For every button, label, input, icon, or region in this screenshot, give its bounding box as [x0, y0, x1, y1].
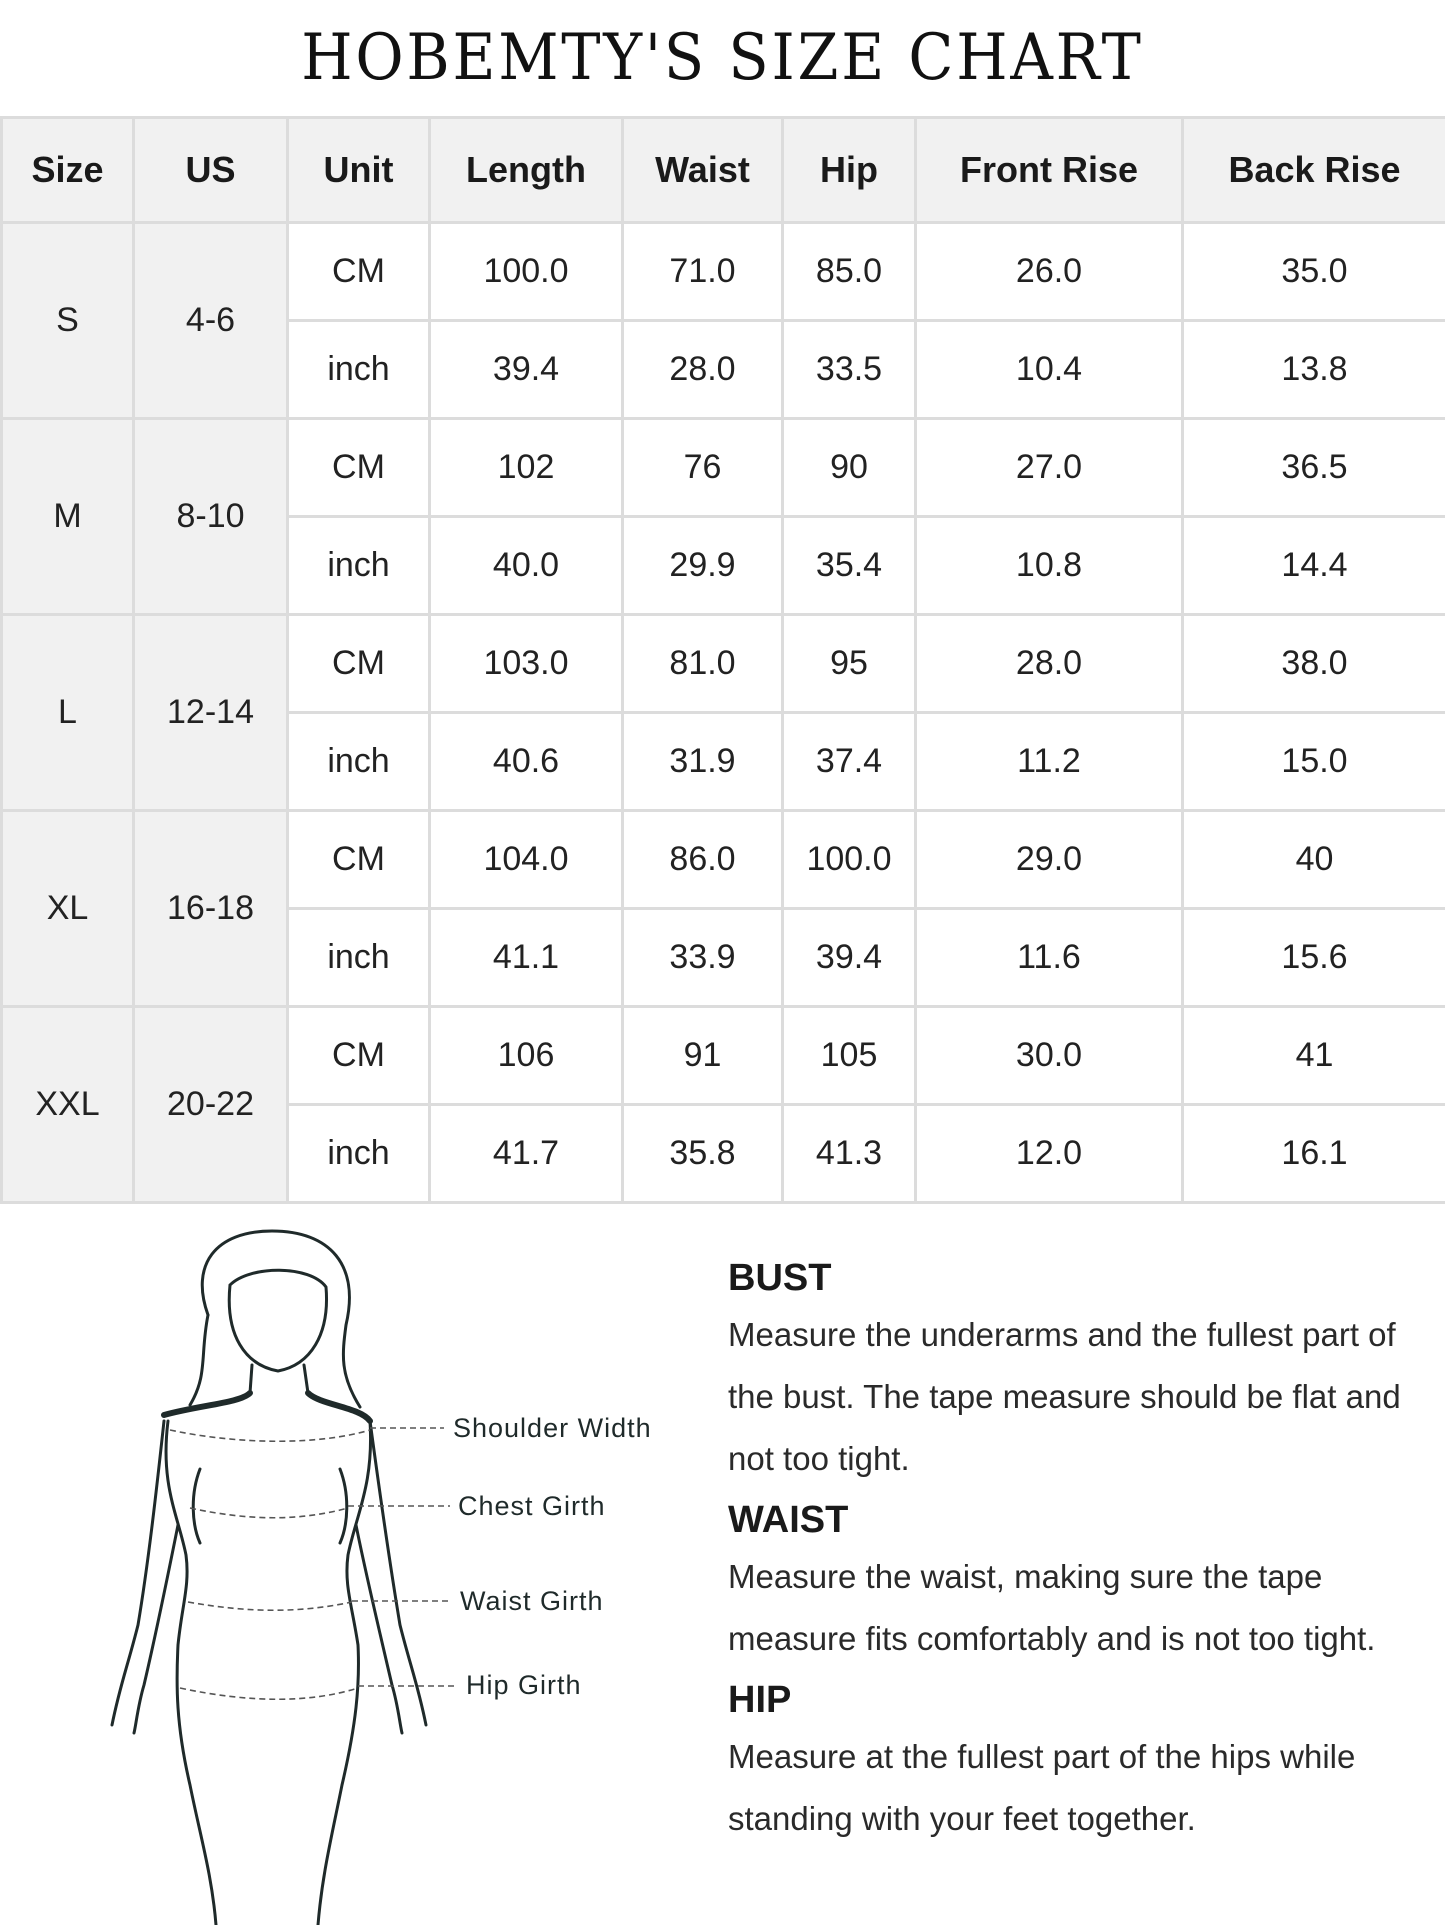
us-size-cell: 16-18	[134, 811, 288, 1007]
value-cell: 100.0	[430, 223, 623, 321]
value-cell: 14.4	[1183, 517, 1445, 615]
value-cell: 100.0	[783, 811, 916, 909]
body-measurement-figure	[40, 1225, 700, 1925]
bust-heading: BUST	[728, 1257, 832, 1299]
value-cell: 35.0	[1183, 223, 1445, 321]
arm-left-inner	[134, 1525, 178, 1733]
unit-cell: CM	[288, 615, 430, 713]
column-header: Hip	[783, 118, 916, 223]
column-header: Back Rise	[1183, 118, 1445, 223]
column-header: Length	[430, 118, 623, 223]
hair-left	[190, 1315, 208, 1405]
unit-cell: inch	[288, 321, 430, 419]
face-outline	[229, 1270, 326, 1371]
column-header: Waist	[623, 118, 783, 223]
value-cell: 41	[1183, 1007, 1445, 1105]
bust-text: Measure the underarms and the fullest part of the bust. The tape measure should be flat and not too tight.	[728, 1316, 1401, 1477]
shoulder-measure	[170, 1430, 370, 1441]
value-cell: 104.0	[430, 811, 623, 909]
value-cell: 13.8	[1183, 321, 1445, 419]
shoulder-width-label: Shoulder Width	[453, 1413, 652, 1443]
value-cell: 86.0	[623, 811, 783, 909]
size-cell: XL	[2, 811, 134, 1007]
column-header: Unit	[288, 118, 430, 223]
size-cell: L	[2, 615, 134, 811]
value-cell: 39.4	[430, 321, 623, 419]
waist-measure	[188, 1602, 352, 1610]
unit-cell: inch	[288, 517, 430, 615]
value-cell: 40.6	[430, 713, 623, 811]
value-cell: 27.0	[916, 419, 1183, 517]
value-cell: 91	[623, 1007, 783, 1105]
value-cell: 30.0	[916, 1007, 1183, 1105]
column-header: Front Rise	[916, 118, 1183, 223]
neck-left	[250, 1365, 252, 1393]
us-size-cell: 20-22	[134, 1007, 288, 1203]
bust-left	[193, 1469, 200, 1543]
value-cell: 40.0	[430, 517, 623, 615]
unit-cell: inch	[288, 713, 430, 811]
waist-heading: WAIST	[728, 1499, 849, 1541]
value-cell: 41.3	[783, 1105, 916, 1203]
hip-heading: HIP	[728, 1679, 792, 1721]
waist-text: Measure the waist, making sure the tape measure fits comfortably and is not too tight.	[728, 1558, 1376, 1657]
hip-measure	[180, 1688, 358, 1699]
size-cell: XXL	[2, 1007, 134, 1203]
value-cell: 33.9	[623, 909, 783, 1007]
value-cell: 11.6	[916, 909, 1183, 1007]
value-cell: 106	[430, 1007, 623, 1105]
torso-left	[166, 1421, 216, 1925]
value-cell: 105	[783, 1007, 916, 1105]
unit-cell: CM	[288, 223, 430, 321]
table-header-row	[2, 118, 1445, 223]
table-row	[2, 615, 1445, 713]
value-cell: 39.4	[783, 909, 916, 1007]
waist-girth-label: Waist Girth	[460, 1586, 604, 1616]
table-row	[2, 1007, 1445, 1105]
value-cell: 38.0	[1183, 615, 1445, 713]
value-cell: 85.0	[783, 223, 916, 321]
value-cell: 33.5	[783, 321, 916, 419]
value-cell: 16.1	[1183, 1105, 1445, 1203]
hip-girth-label: Hip Girth	[466, 1670, 582, 1700]
bust-right	[340, 1469, 347, 1543]
value-cell: 11.2	[916, 713, 1183, 811]
value-cell: 10.8	[916, 517, 1183, 615]
chest-girth-label: Chest Girth	[458, 1491, 606, 1521]
value-cell: 15.6	[1183, 909, 1445, 1007]
value-cell: 31.9	[623, 713, 783, 811]
size-cell: S	[2, 223, 134, 419]
value-cell: 40	[1183, 811, 1445, 909]
arm-right	[370, 1421, 426, 1725]
value-cell: 12.0	[916, 1105, 1183, 1203]
unit-cell: CM	[288, 1007, 430, 1105]
column-header: US	[134, 118, 288, 223]
measurement-notes	[728, 1252, 1438, 1854]
page-title: HOBEMTY'S SIZE CHART	[301, 21, 1144, 95]
value-cell: 10.4	[916, 321, 1183, 419]
neck-right	[304, 1365, 308, 1393]
arm-left	[112, 1421, 164, 1725]
size-chart-table	[0, 116, 1445, 1204]
value-cell: 29.9	[623, 517, 783, 615]
us-size-cell: 8-10	[134, 419, 288, 615]
table-row	[2, 419, 1445, 517]
value-cell: 41.1	[430, 909, 623, 1007]
value-cell: 36.5	[1183, 419, 1445, 517]
chest-measure	[190, 1508, 348, 1518]
column-header: Size	[2, 118, 134, 223]
hip-text: Measure at the fullest part of the hips while standing with your feet together.	[728, 1738, 1356, 1837]
value-cell: 35.4	[783, 517, 916, 615]
value-cell: 103.0	[430, 615, 623, 713]
us-size-cell: 4-6	[134, 223, 288, 419]
value-cell: 76	[623, 419, 783, 517]
unit-cell: CM	[288, 811, 430, 909]
us-size-cell: 12-14	[134, 615, 288, 811]
value-cell: 28.0	[916, 615, 1183, 713]
value-cell: 15.0	[1183, 713, 1445, 811]
value-cell: 41.7	[430, 1105, 623, 1203]
arm-right-inner	[356, 1525, 402, 1733]
unit-cell: inch	[288, 909, 430, 1007]
value-cell: 29.0	[916, 811, 1183, 909]
value-cell: 95	[783, 615, 916, 713]
unit-cell: CM	[288, 419, 430, 517]
torso-right	[318, 1421, 371, 1925]
table-row	[2, 811, 1445, 909]
value-cell: 71.0	[623, 223, 783, 321]
value-cell: 81.0	[623, 615, 783, 713]
value-cell: 102	[430, 419, 623, 517]
value-cell: 90	[783, 419, 916, 517]
value-cell: 26.0	[916, 223, 1183, 321]
value-cell: 37.4	[783, 713, 916, 811]
size-cell: M	[2, 419, 134, 615]
value-cell: 28.0	[623, 321, 783, 419]
hair-outline	[202, 1231, 360, 1407]
unit-cell: inch	[288, 1105, 430, 1203]
table-row	[2, 223, 1445, 321]
value-cell: 35.8	[623, 1105, 783, 1203]
